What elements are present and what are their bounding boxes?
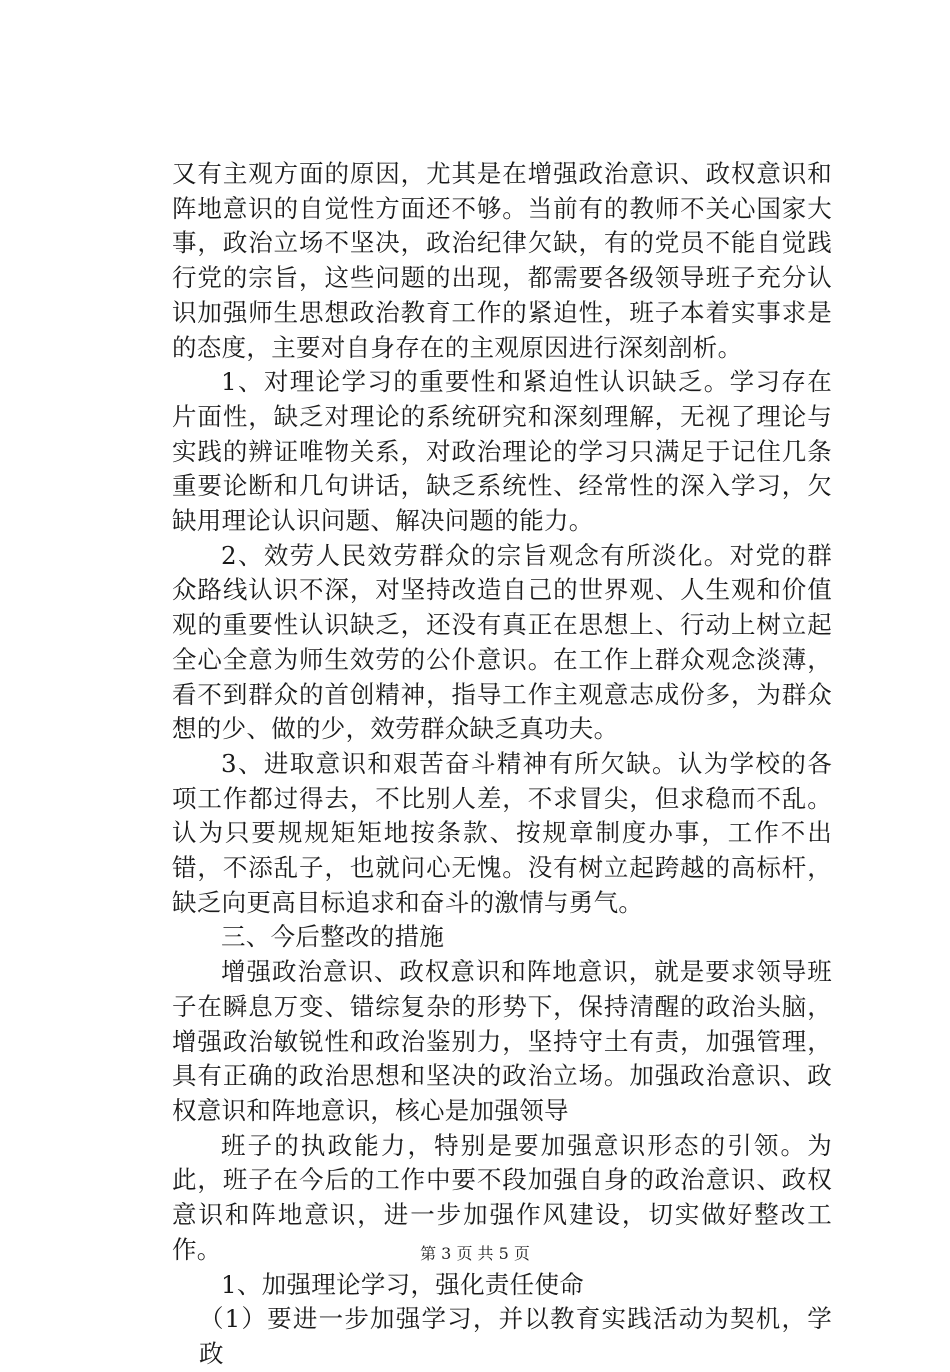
paragraph: 2、效劳人民效劳群众的宗旨观念有所淡化。对党的群众路线认识不深，对坚持改造自己的世界观、人生观和价值观的重要性认识缺乏，还没有真正在思想上、行动上树立起全心全意为师生效劳的公仆意识。在工作上群众观念淡薄，看不到群众的首创精神，指导工作主观意志成份多，为群众想的少、做的少，效劳群众缺乏真功夫。: [172, 540, 832, 744]
paragraph: 班子的执政能力，特别是要加强意识形态的引领。为此，班子在今后的工作中要不段加强自身的政治意识、政权意识和阵地意识，进一步加强作风建设，切实做好整改工作。: [172, 1130, 832, 1264]
subsection-heading: 1、加强理论学习，强化责任使命: [221, 1269, 585, 1299]
section-heading: 三、今后整改的措施: [221, 922, 445, 952]
paragraph: 3、进取意识和艰苦奋斗精神有所欠缺。认为学校的各项工作都过得去，不比别人差，不求冒尖，但求稳而不乱。认为只要规规矩矩地按条款、按规章制度办事，工作不出错，不添乱子，也就问心无愧。没有树立起跨越的高标杆，缺乏向更高目标追求和奋斗的激情与勇气。: [172, 748, 832, 917]
document-body: [172, 157, 832, 1372]
paragraph: （1）要进一步加强学习，并以教育实践活动为契机，学政: [198, 1304, 832, 1368]
paragraph: 增强政治意识、政权意识和阵地意识，就是要求领导班子在瞬息万变、错综复杂的形势下，保持清醒的政治头脑，增强政治敏锐性和政治鉴别力，坚持守土有责，加强管理，具有正确的政治思想和坚决的政治立场。加强政治意识、政权意识和阵地意识，核心是加强领导: [172, 957, 832, 1125]
paragraph: 又有主观方面的原因，尤其是在增强政治意识、政权意识和阵地意识的自觉性方面还不够。当前有的教师不关心国家大事，政治立场不坚决，政治纪律欠缺，有的党员不能自觉践行党的宗旨，这些问题的出现，都需要各级领导班子充分认识加强师生思想政治教育工作的紧迫性，班子本着实事求是的态度，主要对自身存在的主观原因进行深刻剖析。: [172, 159, 832, 362]
paragraph: 1、对理论学习的重要性和紧迫性认识缺乏。学习存在片面性，缺乏对理论的系统研究和深刻理解，无视了理论与实践的辨证唯物关系，对政治理论的学习只满足于记住几条重要论断和几句讲话，缺乏系统性、经常性的深入学习，欠缺用理论认识问题、解决问题的能力。: [172, 367, 832, 536]
page-number: 第 3 页 共 5 页: [420, 1244, 530, 1263]
page-footer: [0, 1244, 950, 1264]
